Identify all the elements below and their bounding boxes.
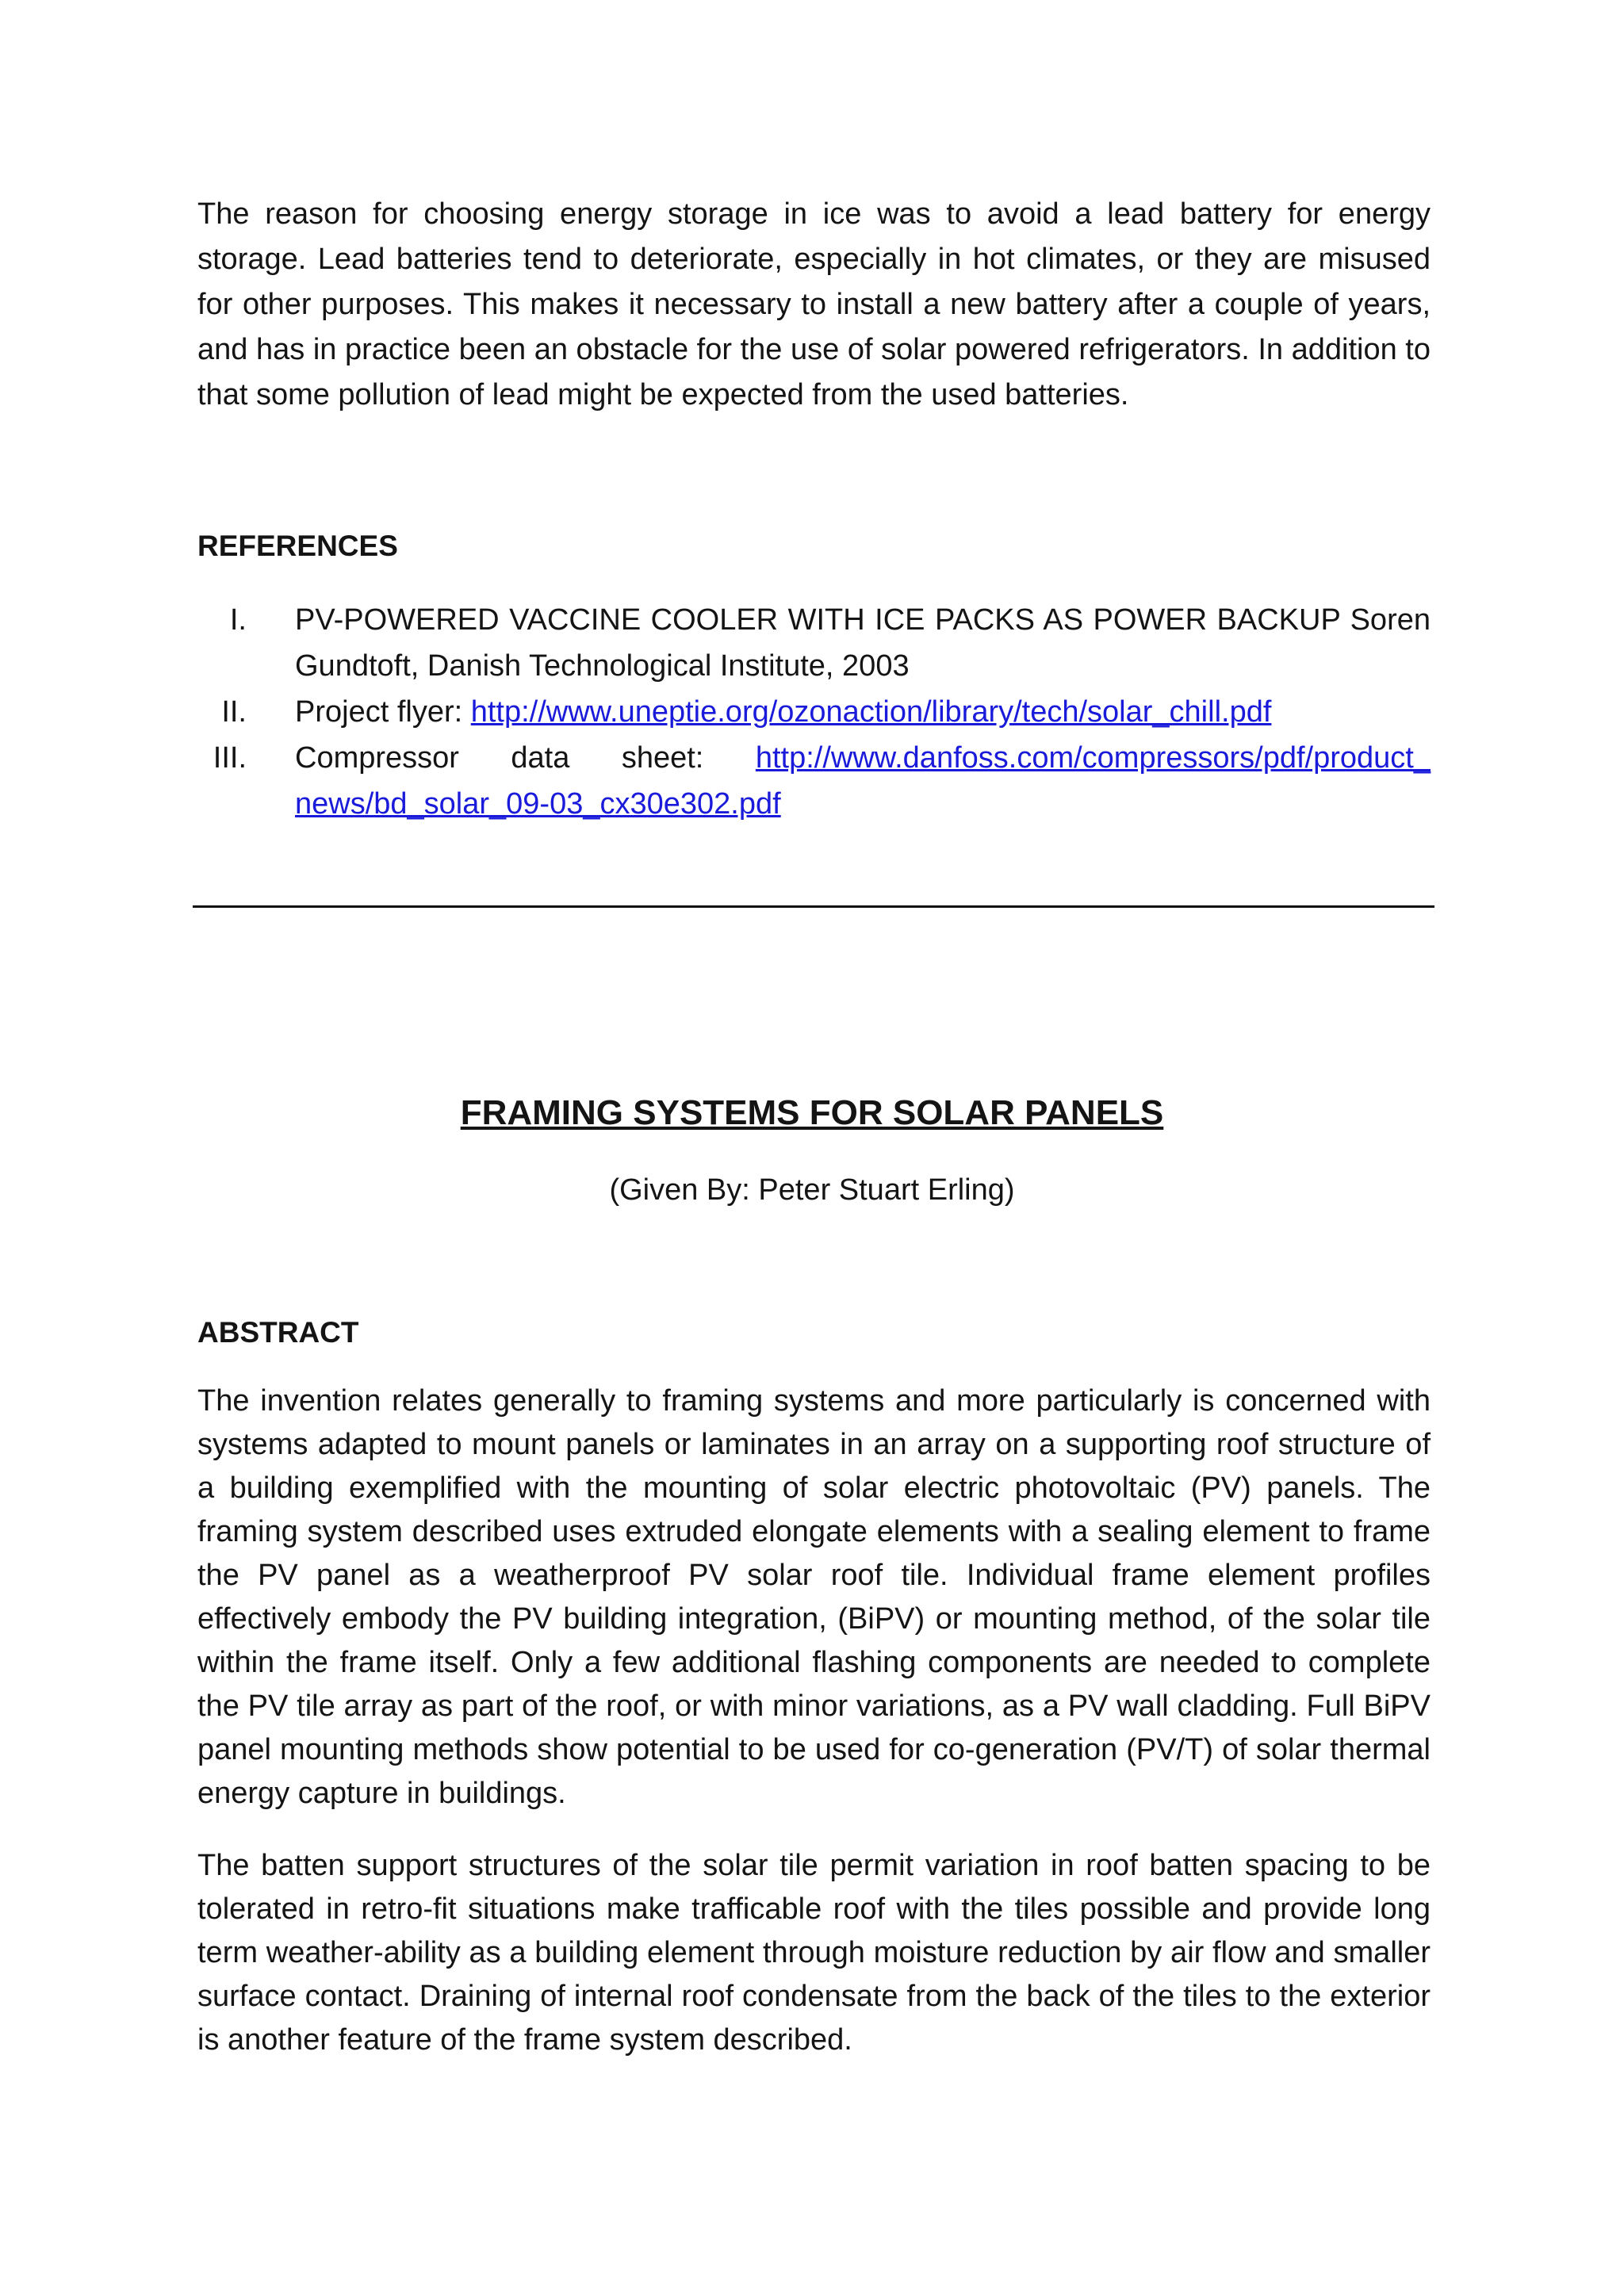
abstract-paragraph-2: The batten support structures of the solar tile permit variation in roof batten spacing to be tolerated in retro-fit situations make trafficable roof with the tiles possible and provide long term weather-ability as a building element through moisture reduction by air flow and smaller surface contact. Draining of internal roof condensate from the back of the tiles to the exterior is another feature of the frame system described.	[197, 1849, 1431, 2057]
reference-number: II.	[221, 695, 247, 729]
intro-paragraph: The reason for choosing energy storage in ice was to avoid a lead battery for energy storage. Lead batteries tend to deteriorate, especially in hot climates, or they are misused for other purposes. This makes it necessary to install a new battery after a couple of years, and has in practice been an obstacle for the use of solar powered refrigerators. In addition to that some pollution of lead might be expected from the used batteries.	[197, 197, 1431, 411]
reference-item-3	[197, 735, 1431, 827]
abstract-heading: ABSTRACT	[197, 1316, 359, 1349]
reference-text: PV-POWERED VACCINE COOLER WITH ICE PACKS AS POWER BACKUP Soren Gundtoft, Danish Technological Institute, 2003	[295, 603, 1431, 683]
article-author: (Given By: Peter Stuart Erling)	[609, 1173, 1015, 1207]
reference-link-solar-chill[interactable]: http://www.uneptie.org/ozonaction/library/tech/solar_chill.pdf	[470, 695, 1272, 729]
reference-number: I.	[229, 603, 247, 637]
intro-section	[197, 192, 1431, 418]
reference-prefix: Compressor data sheet:	[295, 741, 756, 775]
reference-item-1	[197, 597, 1431, 689]
abstract-paragraph-1: The invention relates generally to framing systems and more particularly is concerned with systems adapted to mount panels or laminates in an array on a supporting roof structure of a building exemplified with the mounting of solar electric photovoltaic (PV) panels. The framing system described uses extruded elongate elements with a sealing element to frame the PV panel as a weatherproof PV solar roof tile. Individual frame element profiles effectively embody the PV building integration, (BiPV) or mounting method, of the solar tile within the frame itself. Only a few additional flashing components are needed to complete the PV tile array as part of the roof, or with minor variations, as a PV wall cladding. Full BiPV panel mounting methods show potential to be used for co-generation (PV/T) of solar thermal energy capture in buildings.	[197, 1384, 1431, 1810]
reference-prefix: Project flyer:	[295, 695, 471, 729]
article-title: FRAMING SYSTEMS FOR SOLAR PANELS	[460, 1093, 1164, 1132]
reference-link-danfoss[interactable]: http://www.danfoss.com/compressors/pdf/product_news/bd_solar_09-03_cx30e302.pdf	[295, 741, 1431, 821]
references-heading: REFERENCES	[197, 530, 398, 562]
section-divider	[193, 905, 1434, 908]
abstract-body	[197, 1380, 1431, 2091]
reference-number: III.	[213, 741, 247, 775]
reference-item-2	[197, 689, 1431, 735]
references-list	[197, 597, 1431, 827]
